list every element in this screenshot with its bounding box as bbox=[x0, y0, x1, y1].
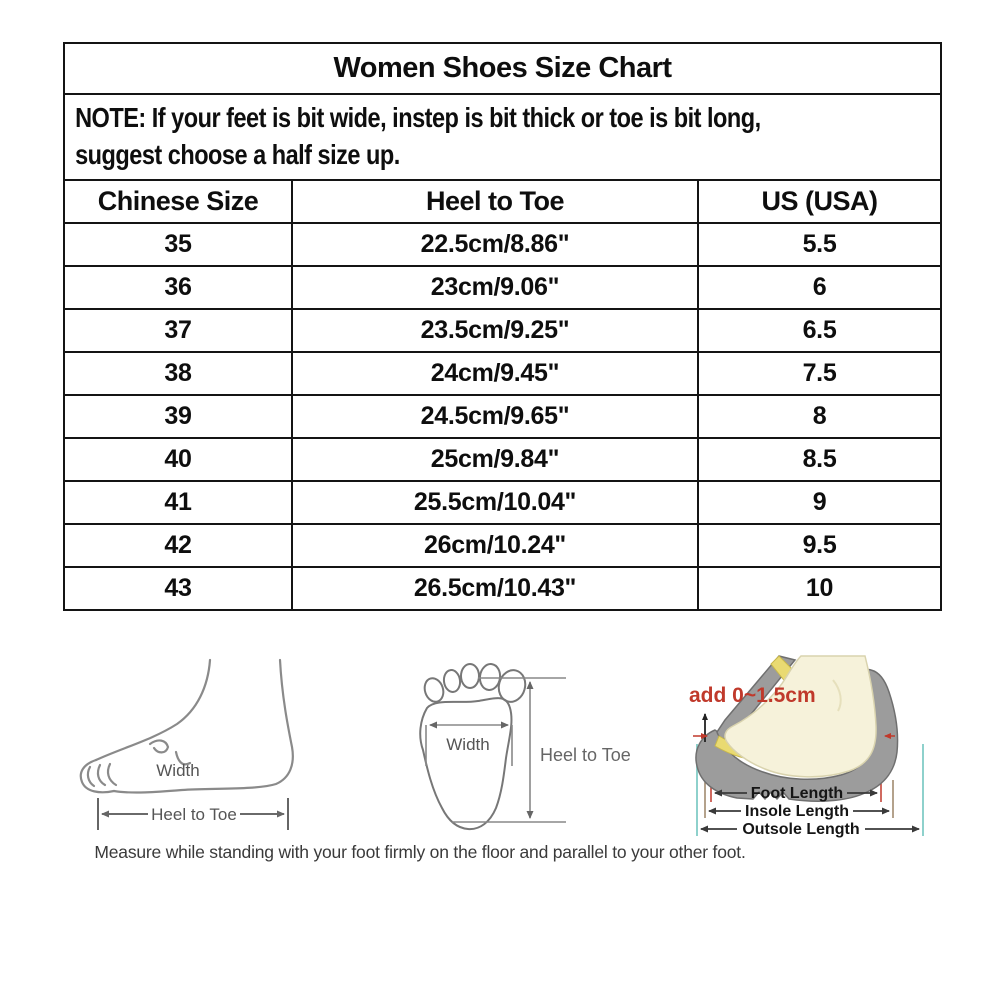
cell-chinese-size: 37 bbox=[64, 309, 292, 352]
cell-us-size: 9.5 bbox=[698, 524, 941, 567]
col-header-us: US (USA) bbox=[698, 180, 941, 223]
table-row bbox=[64, 266, 941, 309]
side-heel-to-toe-label: Heel to Toe bbox=[151, 805, 237, 824]
cell-chinese-size: 43 bbox=[64, 567, 292, 610]
note-line-2: suggest choose a half size up. bbox=[75, 139, 400, 170]
table-row bbox=[64, 352, 941, 395]
cell-chinese-size: 42 bbox=[64, 524, 292, 567]
cell-chinese-size: 40 bbox=[64, 438, 292, 481]
table-row bbox=[64, 223, 941, 266]
insole-length-label: Insole Length bbox=[745, 803, 849, 820]
outsole-length-label: Outsole Length bbox=[742, 821, 860, 838]
table-row bbox=[64, 567, 941, 610]
side-width-label: Width bbox=[156, 761, 200, 780]
cell-chinese-size: 35 bbox=[64, 223, 292, 266]
footprint-diagram bbox=[400, 648, 690, 838]
cell-heel-to-toe: 26cm/10.24" bbox=[292, 524, 698, 567]
table-row bbox=[64, 524, 941, 567]
foot-side-view-diagram bbox=[62, 652, 312, 842]
cell-us-size: 6 bbox=[698, 266, 941, 309]
add-allowance-label: add 0~1.5cm bbox=[689, 684, 816, 707]
measure-caption: Measure while standing with your foot firmly on the floor and parallel to your other foot. bbox=[94, 842, 746, 862]
table-row bbox=[64, 395, 941, 438]
cell-chinese-size: 38 bbox=[64, 352, 292, 395]
cell-chinese-size: 39 bbox=[64, 395, 292, 438]
cell-chinese-size: 41 bbox=[64, 481, 292, 524]
footprint-width-label: Width bbox=[446, 735, 490, 754]
note-row bbox=[64, 94, 941, 180]
col-header-chinese-size: Chinese Size bbox=[64, 180, 292, 223]
cell-us-size: 5.5 bbox=[698, 223, 941, 266]
cell-heel-to-toe: 25.5cm/10.04" bbox=[292, 481, 698, 524]
cell-heel-to-toe: 23cm/9.06" bbox=[292, 266, 698, 309]
note-line-1: NOTE: If your feet is bit wide, instep is bit thick or toe is bit long, bbox=[75, 102, 761, 134]
cell-us-size: 7.5 bbox=[698, 352, 941, 395]
table-row bbox=[64, 438, 941, 481]
foot-shape bbox=[725, 656, 876, 777]
table-row bbox=[64, 481, 941, 524]
page-title: Women Shoes Size Chart bbox=[64, 43, 941, 94]
note-cell bbox=[64, 94, 941, 180]
table-row bbox=[64, 309, 941, 352]
col-header-heel-to-toe: Heel to Toe bbox=[292, 180, 698, 223]
size-chart-table bbox=[63, 42, 942, 611]
cell-heel-to-toe: 26.5cm/10.43" bbox=[292, 567, 698, 610]
cell-heel-to-toe: 23.5cm/9.25" bbox=[292, 309, 698, 352]
footprint-heel-to-toe-label: Heel to Toe bbox=[540, 745, 631, 765]
cell-chinese-size: 36 bbox=[64, 266, 292, 309]
cell-heel-to-toe: 22.5cm/8.86" bbox=[292, 223, 698, 266]
cell-us-size: 9 bbox=[698, 481, 941, 524]
cell-heel-to-toe: 24cm/9.45" bbox=[292, 352, 698, 395]
header-row bbox=[64, 180, 941, 223]
foot-length-label: Foot Length bbox=[750, 785, 844, 802]
cell-us-size: 8.5 bbox=[698, 438, 941, 481]
cell-us-size: 10 bbox=[698, 567, 941, 610]
cell-heel-to-toe: 25cm/9.84" bbox=[292, 438, 698, 481]
cell-us-size: 6.5 bbox=[698, 309, 941, 352]
cell-us-size: 8 bbox=[698, 395, 941, 438]
shoe-length-diagram bbox=[683, 652, 975, 850]
cell-heel-to-toe: 24.5cm/9.65" bbox=[292, 395, 698, 438]
title-row bbox=[64, 43, 941, 94]
